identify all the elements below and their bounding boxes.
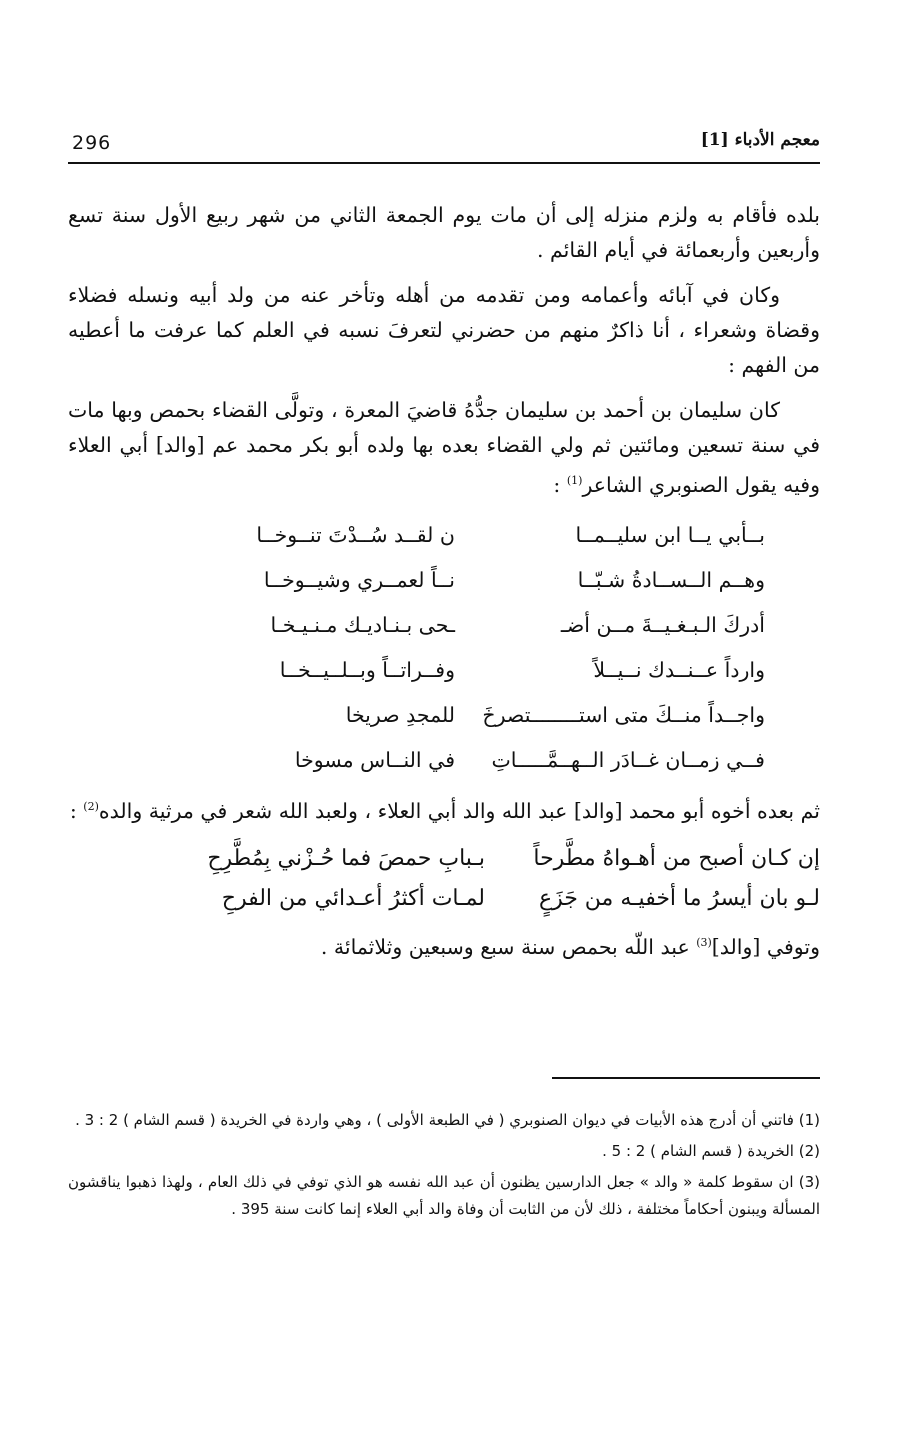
paragraph-3-end: :: [553, 472, 567, 497]
hemistich-second: للمجدِ صريخا: [345, 703, 455, 728]
footnote-3: (3) ان سقوط كلمة « والد » جعل الدارسين يظنون أن عبد الله نفسه هو الذي توفي في ذلك العام ، ولهذا ذهبوا يناقشون المسألة ويبنون أحكاماً مختلفة ، ذلك لأن من الثابت أن وفاة والد أبي العلاء إنما كانت سنة 395 .: [68, 1173, 820, 1218]
hemistich-second: في النــاس مسوخا: [294, 748, 455, 773]
footnote-ref-1: (1): [566, 474, 583, 487]
hemistich-first: بــأبي يــا ابن سليــمــا: [575, 523, 765, 548]
verse: [68, 839, 820, 879]
verse: [68, 648, 820, 693]
hemistich-first: واجــداً منــكَ متى استــــــــتصرخَ: [482, 703, 765, 728]
paragraph-5-start: وتوفي [والد]: [711, 934, 820, 959]
paragraph-1: بلده فأقام به ولزم منزله إلى أن مات يوم الجمعة الثاني من شهر ربيع الأول سنة تسع وأربعين وأربعمائة في أيام القائم .: [68, 203, 820, 262]
verse: [68, 879, 820, 919]
running-title: معجم الأدباء [1]: [700, 130, 820, 150]
page-number: 296: [72, 132, 112, 154]
hemistich-first: أدركَ الـبـغـيــةَ مــن أضـ: [560, 613, 765, 638]
footnotes: [68, 1107, 820, 1227]
header-rule: [68, 162, 820, 164]
hemistich-second: لمـات أكثرُ أعـدائي من الفرحِ: [221, 886, 485, 912]
hemistich-second: ن لقــد سُــدْتَ تنــوخــا: [256, 523, 455, 548]
hemistich-first: وهــم الــســادةُ شـبّــا: [577, 568, 765, 593]
paragraph-3-text: كان سليمان بن أحمد بن سليمان جدُّهُ قاضيَ المعرة ، وتولَّى القضاء بحمص وبها مات في سنة تسعين ومائتين ثم ولي القضاء بعده بها ولده أبو بكر محمد عم [والد] أبي العلاء وفيه يقول الصنوبري الشاعر: [68, 398, 820, 497]
verse: [68, 558, 820, 603]
page-header: [72, 128, 820, 158]
paragraph-4-end: :: [69, 798, 84, 823]
footnote-ref-2: (2): [83, 799, 99, 813]
paragraph-2: وكان في آبائه وأعمامه ومن تقدمه من أهله وتأخر عنه من ولد أبيه ونسله فضلاء وقضاة وشعراء ، أنا ذاكرٌ منهم من حضرني لتعرفَ نسبه في العلم كما عرفت ما أعطيه من الفهم :: [68, 283, 820, 377]
footnote-1: (1) فاتني أن أدرج هذه الأبيات في ديوان الصنوبري ( في الطبعة الأولى ) ، وهي واردة في الخريدة ( قسم الشام ) 2 : 3 .: [75, 1111, 820, 1129]
verse: [68, 693, 820, 738]
paragraph-4-text: ثم بعده أخوه أبو محمد [والد] عبد الله والد أبي العلاء ، ولعبد الله شعر في مرثية والده: [98, 798, 820, 823]
paragraph-5: [68, 925, 820, 965]
verse: [68, 603, 820, 648]
verse: [68, 738, 820, 783]
hemistich-first: لـو بان أيسرُ ما أخفيـه من جَزَعٍ: [538, 886, 820, 912]
hemistich-first: وارداً عــنــدك نــيــلاً: [593, 658, 765, 683]
hemistich-first: فــي زمــان غــادَر الــهــمَّـــــاتِ: [491, 748, 765, 773]
hemistich-first: إن كـان أصبح من أهـواهُ مطَّرحاً: [533, 846, 820, 872]
hemistich-second: نــاً لعمــري وشيــوخــا: [263, 568, 455, 593]
main-text: [68, 198, 820, 974]
paragraph-3: [68, 393, 820, 503]
poem-1: [68, 513, 820, 783]
footnote-2: (2) الخريدة ( قسم الشام ) 2 : 5 .: [602, 1142, 820, 1160]
paragraph-4: [68, 789, 820, 829]
hemistich-second: بـبابِ حمصَ فما حُـزْني بِمُطَّرِحِ: [207, 846, 485, 872]
footnote-rule: [552, 1077, 820, 1079]
hemistich-second: وفــراتــاً وبــلــيــخــا: [279, 658, 455, 683]
verse: [68, 513, 820, 558]
paragraph-5-end: عبد اللّه بحمص سنة سبع وسبعين وثلاثمائة .: [320, 934, 697, 959]
hemistich-second: ـحى بـنـاديـك مـنـيـخـا: [270, 613, 455, 638]
poem-2: [68, 839, 820, 919]
footnote-ref-3: (3): [696, 935, 712, 949]
